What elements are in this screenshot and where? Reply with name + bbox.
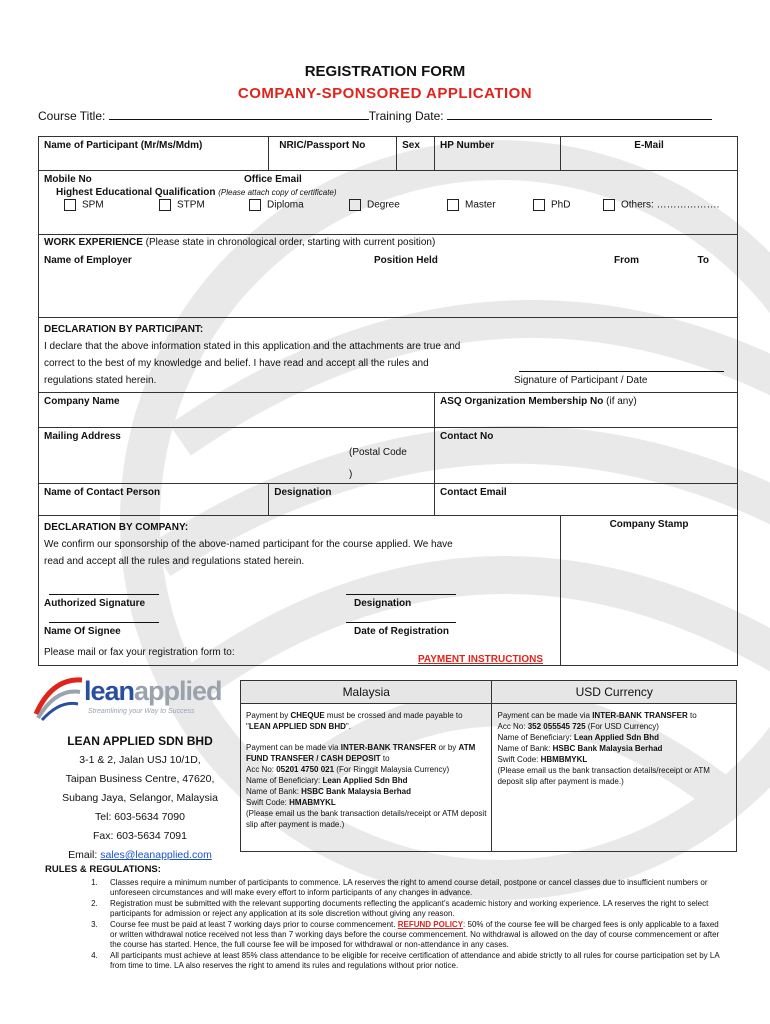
address-line1: 3-1 & 2, Jalan USJ 10/1D,	[79, 754, 201, 766]
address-line3: Subang Jaya, Selangor, Malaysia	[62, 792, 218, 804]
checkbox-diploma[interactable]	[249, 199, 261, 211]
company-declaration-heading: DECLARATION BY COMPANY:	[44, 522, 189, 533]
payment-table	[240, 680, 737, 852]
usd-header: USD Currency	[492, 681, 737, 704]
malaysia-header: Malaysia	[241, 681, 492, 704]
logo-swoosh-icon	[32, 674, 86, 722]
training-date-label: Training Date:	[368, 109, 444, 123]
mail-instruction: Please mail or fax your registration form to:	[44, 647, 235, 658]
company-name-cell[interactable]: Company Name	[39, 393, 435, 428]
signee-name-label: Name Of Signee	[44, 626, 121, 637]
company-address-block	[40, 732, 240, 865]
rules-section	[45, 864, 725, 972]
participant-declaration-cell	[39, 318, 738, 393]
mailing-address-cell[interactable]: Mailing Address (Postal Code)	[39, 428, 435, 484]
employer-header: Name of Employer	[44, 255, 132, 266]
participant-declaration-heading: DECLARATION BY PARTICIPANT:	[44, 324, 204, 335]
qual-others: Others: ……………….	[603, 199, 719, 211]
company-declaration-line1: We confirm our sponsorship of the above-named participant for the course applied. We have	[44, 539, 453, 550]
address-line2: Taipan Business Centre, 47620,	[65, 773, 215, 785]
company-fax: Fax: 603-5634 7091	[93, 830, 187, 842]
asq-cell[interactable]: ASQ Organization Membership No (if any)	[435, 393, 738, 428]
authorized-signature-label: Authorized Signature	[44, 598, 146, 609]
company-designation-label: Designation	[354, 598, 412, 609]
postal-code-label: (Postal Code	[349, 447, 407, 458]
contact-person-cell[interactable]: Name of Contact Person	[39, 484, 269, 516]
checkbox-stpm[interactable]	[159, 199, 171, 211]
rules-list	[45, 878, 725, 971]
checkbox-master[interactable]	[447, 199, 459, 211]
company-stamp-cell[interactable]: Company Stamp	[561, 516, 738, 666]
registration-date-label: Date of Registration	[354, 626, 450, 637]
from-header: From	[614, 255, 639, 266]
rule-item: 4. All participants must achieve at least 85% class attendance to be eligible for receive certification of attendance and abide strictly to all rules for course participation set by LA from time to time. LA also reserves the right to amend its rules and regulations without prior notice.	[100, 951, 725, 971]
participant-declaration-line1: I declare that the above information stated in this application and the attachments are true and	[44, 341, 461, 352]
rules-heading: RULES & REGULATIONS:	[45, 864, 161, 875]
usd-payment-cell: Payment can be made via INTER-BANK TRANSFER to Acc No: 352 055545 725 (For USD Currency) Name of Beneficiary: Lean Applied Sdn Bhd Name of Bank: HSBC Bank Malaysia Berhad Swift Code: HBMBMYKL (Please email us the bank transaction details/receipt or ATM deposit slip after payment is made.)	[492, 704, 737, 852]
authorized-signature-line[interactable]	[49, 588, 159, 595]
company-declaration-line2: read and accept all the rules and regulations stated herein.	[44, 556, 305, 567]
checkbox-spm[interactable]	[64, 199, 76, 211]
qualification-note: (Please attach copy of certificate)	[218, 188, 337, 197]
logo-lean-text: lean	[84, 676, 135, 706]
lean-applied-logo	[32, 674, 232, 722]
rule-item: 3. Course fee must be paid at least 7 working days prior to course commencement. REFUND POLICY: 50% of the course fee will be charged fees is only applicable to a faxed or written withdrawal notice received not less than 7 working days before the course commencement. No withdrawal is allowed on the day of course commencement or after the course has started. Hence, the full course fee will be imposed for withdrawal or non-attendance in any cases.	[100, 920, 725, 950]
contact-no-cell[interactable]: Contact No	[435, 428, 738, 484]
office-email-label: Office Email	[244, 174, 302, 185]
refund-policy-label: REFUND POLICY	[397, 920, 464, 929]
malaysia-payment-cell: Payment by CHEQUE must be crossed and made payable to "LEAN APPLIED SDN BHD". Payment can be made via INTER-BANK TRANSFER or by ATM FUND TRANSFER / CASH DEPOSIT to Acc No: 05201 4750 021 (For Ringgit Malaysia Currency) Name of Beneficiary: Lean Applied Sdn Bhd Name of Bank: HSBC Bank Malaysia Berhad Swift Code: HMABMYKL (Please email us the bank transaction details/receipt or ATM deposit slip after payment is made.)	[241, 704, 492, 852]
mobile-label: Mobile No	[44, 174, 92, 185]
designation-line[interactable]	[346, 588, 456, 595]
email-cell[interactable]: E-Mail	[561, 137, 738, 171]
participant-declaration-line3: regulations stated herein.	[44, 375, 157, 386]
sex-cell[interactable]: Sex	[397, 137, 435, 171]
checkbox-phd[interactable]	[533, 199, 545, 211]
company-declaration-cell	[39, 516, 561, 666]
participant-declaration-line2: correct to the best of my knowledge and belief. I have read and accept all the rules and	[44, 358, 429, 369]
work-label: WORK EXPERIENCE	[44, 237, 143, 248]
rule-item: 2. Registration must be submitted with the relevant supporting documents reflecting the applicant's academic history and working experience. LA reserves the right to select participants for admission or reject any application at its sole discretion without giving any reason.	[100, 899, 725, 919]
participant-signature-label: Signature of Participant / Date	[514, 375, 648, 386]
company-name: LEAN APPLIED SDN BHD	[67, 734, 213, 748]
checkbox-degree[interactable]	[349, 199, 361, 211]
to-header: To	[697, 255, 709, 266]
logo-tagline: Streamlining your Way to Success	[88, 708, 195, 715]
work-note: (Please state in chronological order, starting with current position)	[142, 237, 436, 248]
contact-qualification-cell	[39, 171, 738, 235]
contact-email-cell[interactable]: Contact Email	[435, 484, 738, 516]
logo-applied-text: applied	[134, 676, 222, 706]
course-title-field[interactable]	[109, 108, 369, 120]
company-email-row: Email: sales@leanapplied.com	[68, 849, 212, 861]
form-subtitle: COMPANY-SPONSORED APPLICATION	[237, 85, 533, 102]
qual-phd: PhD	[533, 199, 603, 211]
nric-cell[interactable]: NRIC/Passport No	[269, 137, 397, 171]
checkbox-others[interactable]	[603, 199, 615, 211]
form-title: REGISTRATION FORM	[304, 63, 466, 80]
signee-name-line[interactable]	[49, 612, 159, 623]
course-title-label: Course Title:	[38, 109, 106, 123]
qualification-label: Highest Educational Qualification	[56, 187, 216, 198]
qual-diploma: Diploma	[249, 199, 349, 211]
qual-degree: Degree	[349, 199, 447, 211]
course-line	[38, 108, 738, 123]
qual-stpm: STPM	[159, 199, 249, 211]
payment-instructions-heading: PAYMENT INSTRUCTIONS	[418, 654, 544, 665]
work-experience-cell[interactable]	[39, 235, 738, 318]
training-date-field[interactable]	[447, 108, 712, 120]
company-email-link[interactable]: sales@leanapplied.com	[100, 849, 212, 861]
designation-cell[interactable]: Designation	[269, 484, 435, 516]
participant-name-cell[interactable]: Name of Participant (Mr/Ms/Mdm)	[39, 137, 269, 171]
qual-spm: SPM	[64, 199, 159, 211]
company-tel: Tel: 603-5634 7090	[95, 811, 185, 823]
registration-table	[38, 136, 738, 666]
registration-date-line[interactable]	[346, 612, 456, 623]
participant-signature-line[interactable]	[519, 355, 724, 372]
hp-number-cell[interactable]: HP Number	[435, 137, 561, 171]
rule-item: 1. Classes require a minimum number of participants to commence. LA reserves the right to amend course detail, postpone or cancel classes due to insufficient numbers or unforeseen circumstances and will make every effort to inform participants of any changes in advance.	[100, 878, 725, 898]
position-header: Position Held	[374, 255, 438, 266]
qual-master: Master	[447, 199, 533, 211]
